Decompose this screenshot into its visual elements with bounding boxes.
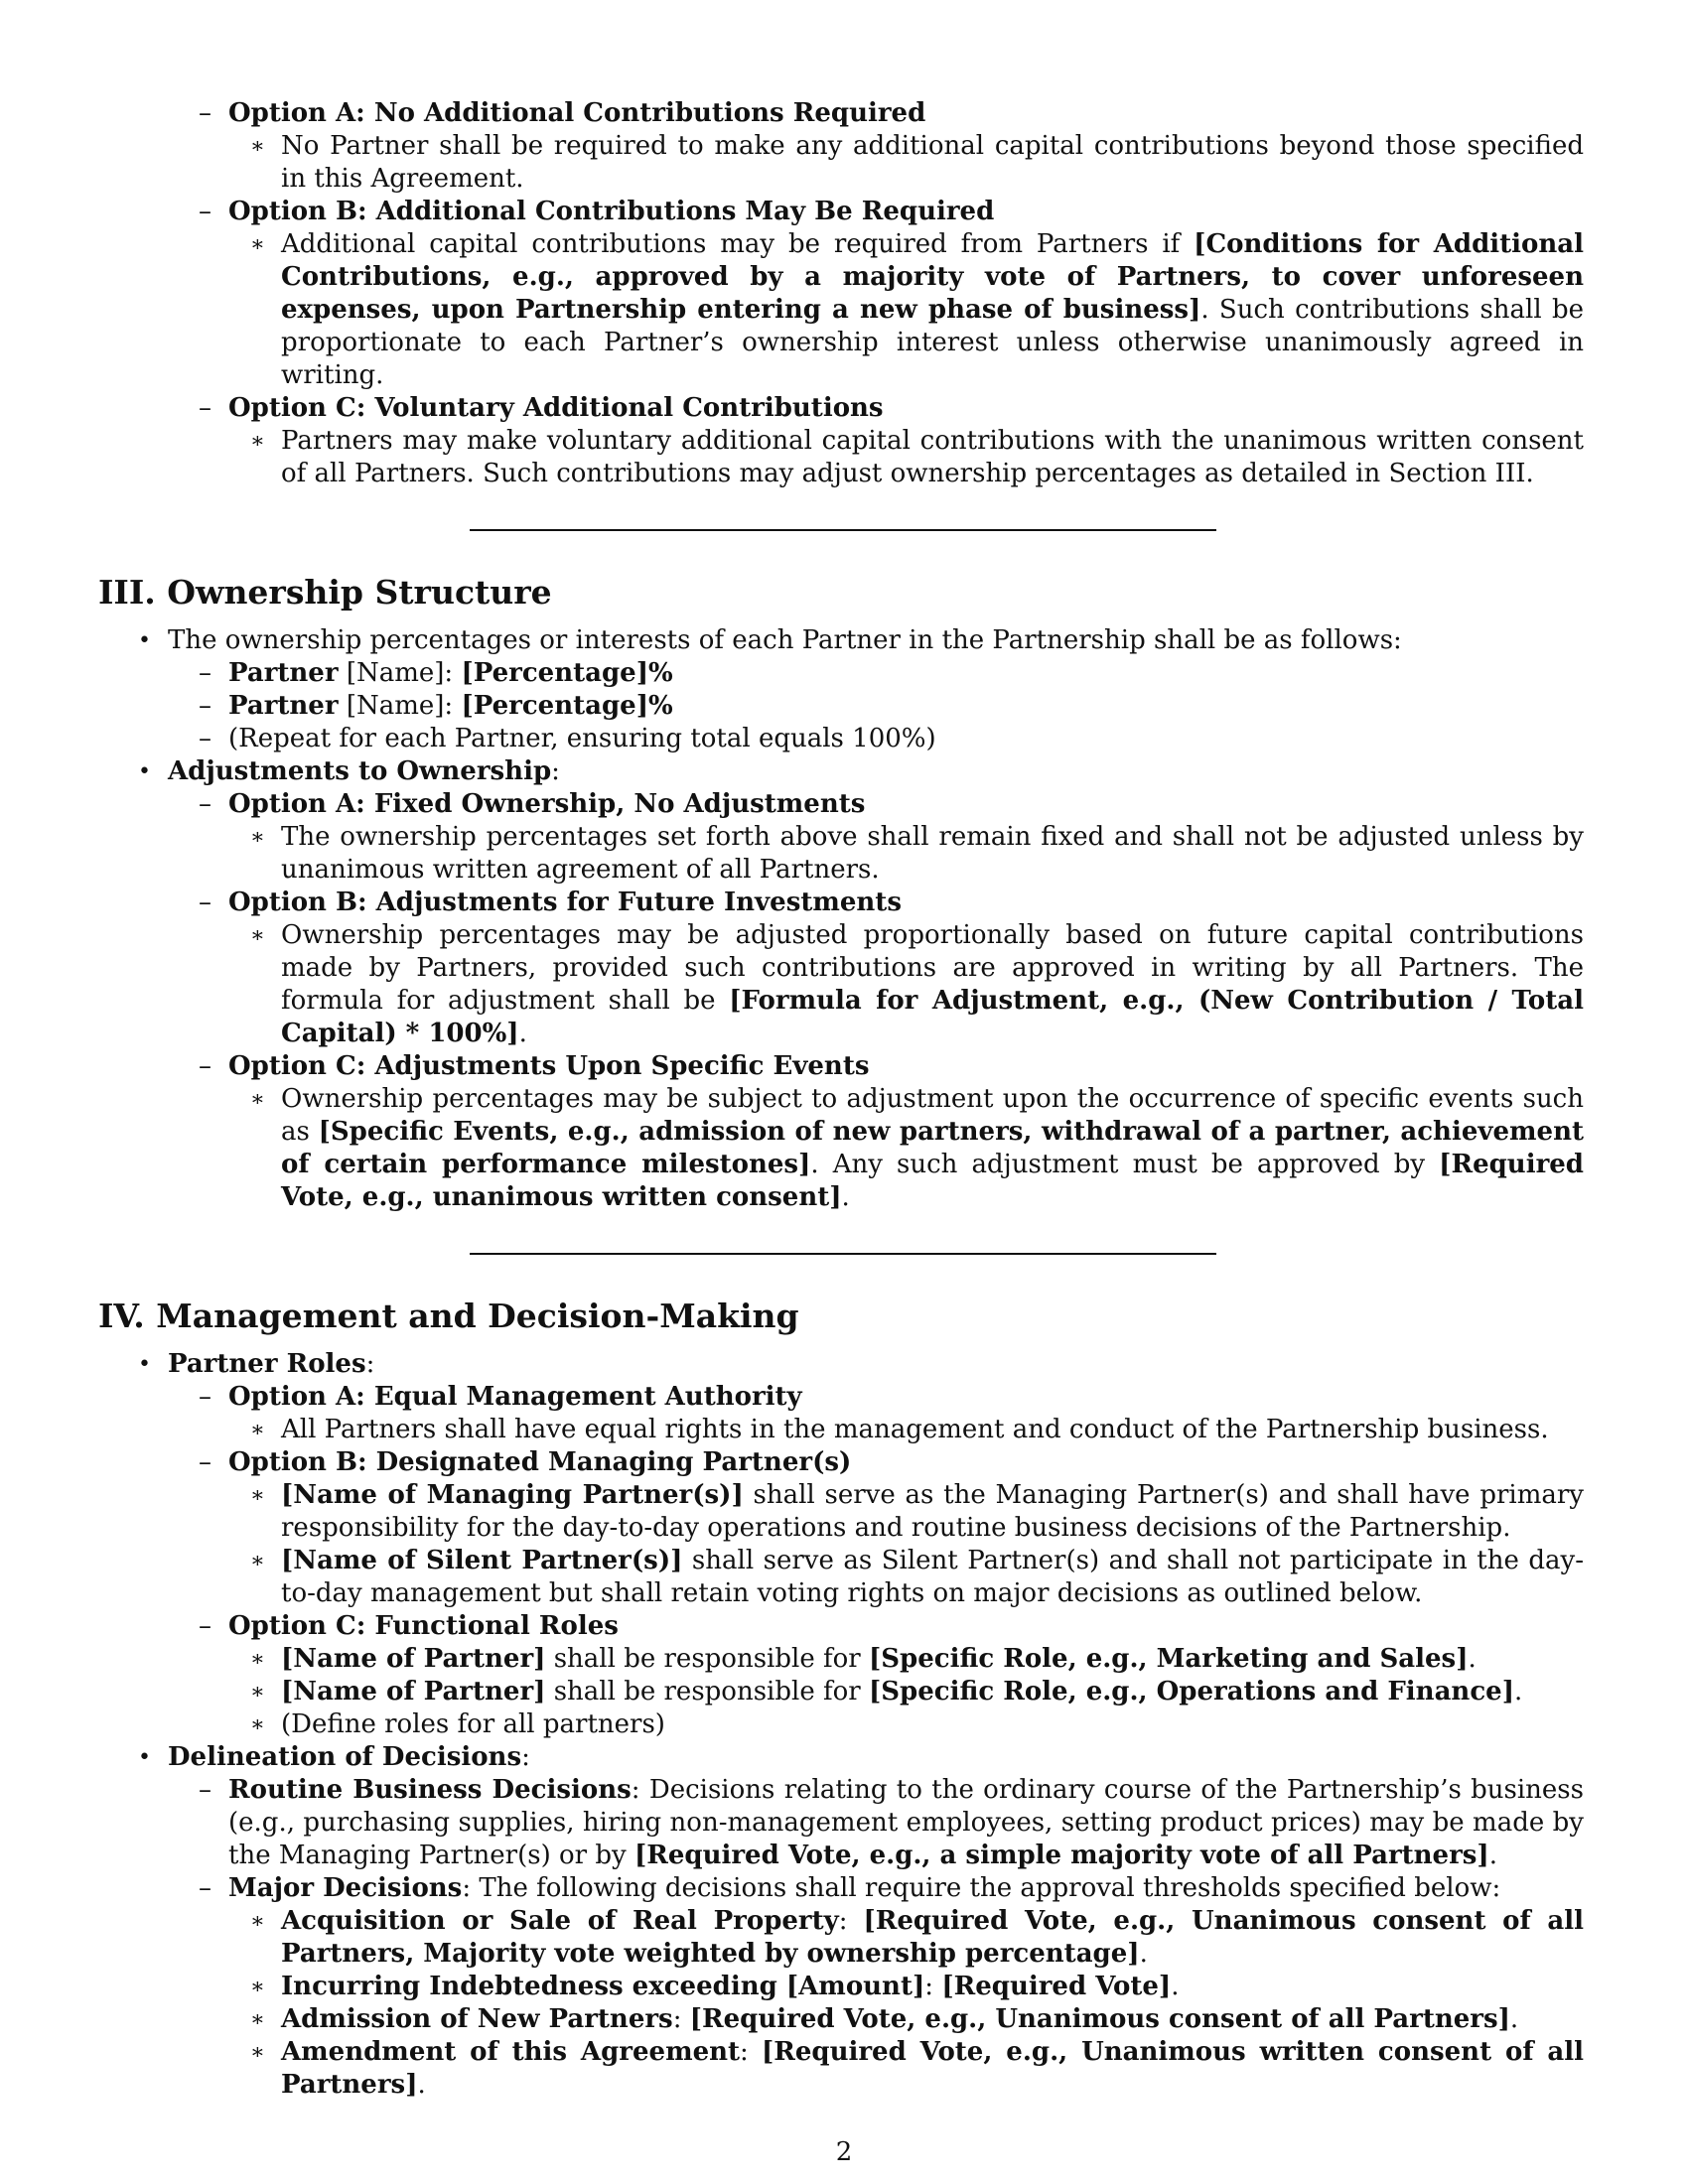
partner-roles: • Partner Roles: bbox=[0, 1348, 1688, 1381]
option-c-text: ∗ Partners may make voluntary additional capital contributions with the unanimous written consent of all Partners. Such contributions may adjust ownership percentages as detailed in Section III. bbox=[0, 425, 1688, 490]
section-heading-management: IV. Management and Decision-Making bbox=[98, 1297, 799, 1335]
adj-option-b: – Option B: Adjustments for Future Investments bbox=[0, 887, 1688, 919]
functional-role-1: ∗ [Name of Partner] shall be responsible for [Specific Role, e.g., Marketing and Sales]. bbox=[0, 1643, 1688, 1676]
define-roles-note: ∗ (Define roles for all partners) bbox=[0, 1708, 1688, 1741]
delineation-of-decisions: • Delineation of Decisions: bbox=[0, 1741, 1688, 1774]
partner-percentage-2: – Partner [Name]: [Percentage]% bbox=[0, 690, 1688, 723]
adj-option-b-text: ∗ Ownership percentages may be adjusted proportionally based on future capital contributions made by Partners, provided such contributions are approved in writing by all Partners. The formula for adjustment shall be [Formula for Adjustment, e.g., (New Contribution / Total Capital) * 100%]. bbox=[0, 919, 1688, 1050]
page-number: 2 bbox=[835, 2137, 853, 2167]
major-decisions: – Major Decisions: The following decisions shall require the approval thresholds specified below: bbox=[0, 1872, 1688, 1905]
roles-option-c: – Option C: Functional Roles bbox=[0, 1610, 1688, 1643]
functional-role-2: ∗ [Name of Partner] shall be responsible for [Specific Role, e.g., Operations and Finance]. bbox=[0, 1676, 1688, 1708]
adj-option-c-text: ∗ Ownership percentages may be subject to adjustment upon the occurrence of specific events such as [Specific Events, e.g., admission of new partners, withdrawal of a partner, achievement of certain performance milestones]. Any such adjustment must be approved by [Required Vote, e.g., unanimous written consent]. bbox=[0, 1083, 1688, 1214]
adjustments-to-ownership: • Adjustments to Ownership: bbox=[0, 755, 1688, 788]
managing-partner-text: ∗ [Name of Managing Partner(s)] shall serve as the Managing Partner(s) and shall have primary responsibility for the day-to-day operations and routine business decisions of the Partnership. bbox=[0, 1479, 1688, 1545]
roles-option-a-text: ∗ All Partners shall have equal rights in the management and conduct of the Partnership business. bbox=[0, 1414, 1688, 1446]
major-decision-indebtedness: ∗ Incurring Indebtedness exceeding [Amount]: [Required Vote]. bbox=[0, 1971, 1688, 2003]
section-heading-ownership: III. Ownership Structure bbox=[98, 573, 552, 612]
option-b-may-be-required: – Option B: Additional Contributions May Be Required bbox=[0, 196, 1688, 228]
repeat-note: – (Repeat for each Partner, ensuring total equals 100%) bbox=[0, 723, 1688, 755]
routine-decisions: – Routine Business Decisions: Decisions relating to the ordinary course of the Partnership’s business (e.g., purchasing supplies, hiring non-management employees, setting product prices) may be made by the Managing Partner(s) or by [Required Vote, e.g., a simple majority vote of all Partners]. bbox=[0, 1774, 1688, 1872]
section-divider bbox=[470, 1253, 1216, 1255]
option-a-no-additional: – Option A: No Additional Contributions Required bbox=[0, 97, 1688, 130]
roles-option-a: – Option A: Equal Management Authority bbox=[0, 1381, 1688, 1414]
adj-option-c: – Option C: Adjustments Upon Specific Events bbox=[0, 1050, 1688, 1083]
adj-option-a: – Option A: Fixed Ownership, No Adjustments bbox=[0, 788, 1688, 821]
option-b-text: ∗ Additional capital contributions may be required from Partners if [Conditions for Additional Contributions, e.g., approved by a majority vote of Partners, to cover unforeseen expenses, upon Partnership entering a new phase of business]. Such contributions shall be proportionate to each Partner’s ownership interest unless otherwise unanimously agreed in writing. bbox=[0, 228, 1688, 392]
roles-option-b: – Option B: Designated Managing Partner(s) bbox=[0, 1446, 1688, 1479]
section-divider bbox=[470, 529, 1216, 531]
option-c-voluntary: – Option C: Voluntary Additional Contributions bbox=[0, 392, 1688, 425]
major-decision-amendment: ∗ Amendment of this Agreement: [Required Vote, e.g., Unanimous written consent of all Partners]. bbox=[0, 2036, 1688, 2102]
option-a-text: ∗ No Partner shall be required to make any additional capital contributions beyond those specified in this Agreement. bbox=[0, 130, 1688, 196]
major-decision-real-property: ∗ Acquisition or Sale of Real Property: [Required Vote, e.g., Unanimous consent of all Partners, Majority vote weighted by ownership percentage]. bbox=[0, 1905, 1688, 1971]
adj-option-a-text: ∗ The ownership percentages set forth above shall remain fixed and shall not be adjusted unless by unanimous written agreement of all Partners. bbox=[0, 821, 1688, 887]
major-decision-new-partners: ∗ Admission of New Partners: [Required Vote, e.g., Unanimous consent of all Partners]. bbox=[0, 2003, 1688, 2036]
silent-partner-text: ∗ [Name of Silent Partner(s)] shall serve as Silent Partner(s) and shall not participate in the day-to-day management but shall retain voting rights on major decisions as outlined below. bbox=[0, 1545, 1688, 1610]
partner-percentage-1: – Partner [Name]: [Percentage]% bbox=[0, 657, 1688, 690]
ownership-intro: • The ownership percentages or interests of each Partner in the Partnership shall be as follows: bbox=[0, 624, 1688, 657]
